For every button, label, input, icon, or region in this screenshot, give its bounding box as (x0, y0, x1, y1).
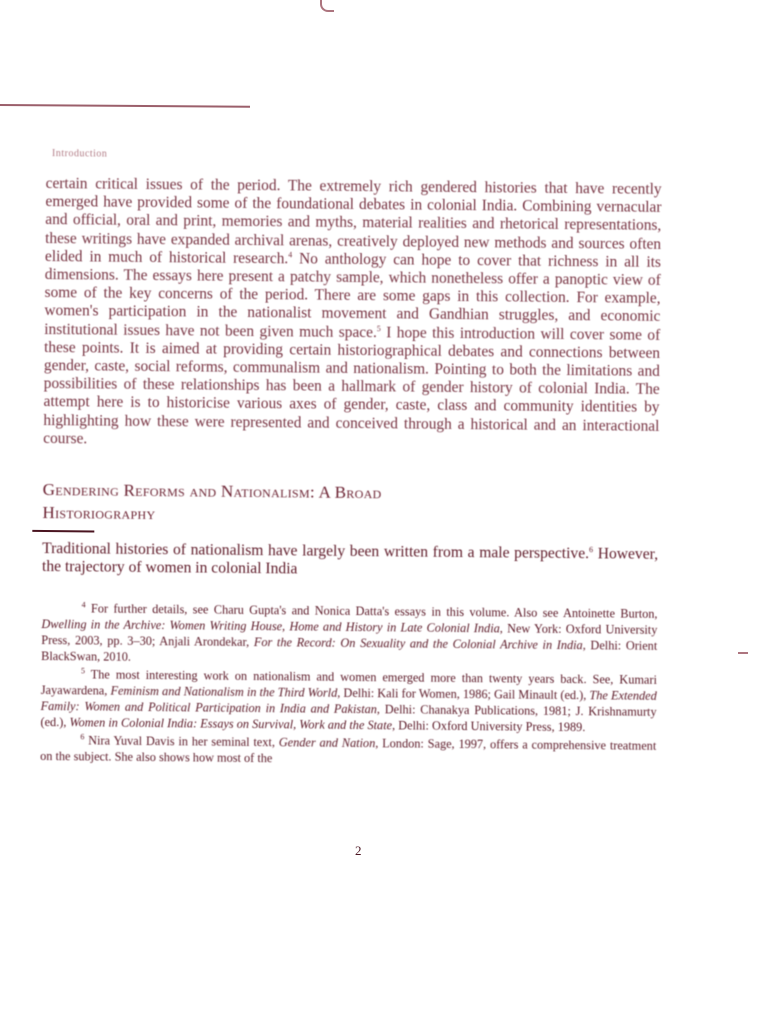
footnote-number: 5 (80, 666, 86, 676)
footnote-reference-4: 4 (288, 250, 293, 260)
page-number: 2 (355, 843, 362, 858)
scan-edge-line (0, 104, 250, 108)
section-heading-line-2: Historiography (42, 503, 156, 524)
footnote-title: The Extended Family: Women and Political Participation in India and Pakistan (40, 688, 657, 717)
section-heading (42, 478, 658, 530)
footnote-text: , Delhi: Kali for Women, 1986; Gail Minault (ed.), (337, 685, 590, 703)
section-rule (32, 530, 94, 533)
footnote-text: , New York: Oxford University Press, 2003, pp. 3–30; Anjali Arondekar, (41, 621, 658, 650)
footnote-number: 4 (81, 600, 86, 610)
footnote-text: For further details, see Charu Gupta's and Nonica Datta's essays in this volume. Also see Antoinette Burton, (90, 601, 658, 621)
footnote-text: , Delhi: Orient BlackSwan, 2010. (41, 638, 658, 664)
footnotes (40, 600, 658, 770)
opening-paragraph (43, 175, 662, 454)
margin-tick-mark (738, 652, 748, 654)
footnote-title: Dwelling in the Archive: Women Writing House, Home and History in Late Colonial India (41, 617, 500, 636)
footnote-5 (40, 666, 657, 736)
footnote-title: Women in Colonial India: Essays on Survival, Work and the State (69, 715, 393, 733)
second-text-part-2: However, the trajectory of women in colonial India (41, 545, 659, 578)
footnote-title: Feminism and Nationalism in the Third World (110, 683, 338, 700)
footnote-text: , Delhi: Oxford University Press, 1989. (391, 718, 586, 735)
footnote-reference-6: 6 (589, 545, 594, 555)
section-heading-line-1: Gendering Reforms and Nationalism: A Broad (42, 480, 382, 503)
footnote-reference-5: 5 (376, 323, 381, 333)
footnote-text: , London: Sage, 1997, offers a comprehensive treatment on the subject. She also shows how most of the (40, 736, 657, 766)
footnote-title: For the Record: On Sexuality and the Colonial Archive in India (253, 635, 583, 653)
opening-text-part-2: No anthology can hope to cover that richness in all its dimensions. The essays here present a patchy sample, which nonetheless offer a panoptic view of some of the key concerns of the period. There are some gaps in this collection. For example, women's participation in the nationalist movement and Gandhian struggles, and economic institutional issues have not been given much space. (44, 250, 662, 341)
second-paragraph (42, 540, 658, 582)
opening-text-part-3: I hope this introduction will cover some of these points. It is aimed at providing certain historiographical debates and connections between gender, caste, social reforms, communalism and nationalism. Pointing to both the limitations and possibilities of these relationships has been a hallmark of gender history of colonial India. The attempt here is to historicise various axes of gender, caste, class and community identities by highlighting how these were represented and conceived through a historical and an interactional course. (43, 323, 661, 448)
footnote-4 (41, 600, 658, 670)
running-head: Introduction (51, 148, 108, 160)
footnote-title: Gender and Nation (278, 735, 376, 751)
footnote-text: The most interesting work on nationalism and women emerged more than twenty years back. See, Kumari Jayawardena, (40, 667, 657, 698)
footnote-text: , Delhi: Chanakya Publications, 1981; J. Krishnamurty (ed.), (40, 702, 657, 730)
page-content (40, 148, 662, 772)
footnote-text: Nira Yuval Davis in her seminal text, (88, 733, 279, 750)
footnote-number: 6 (80, 732, 85, 742)
opening-text-part-1: certain critical issues of the period. The extremely rich gendered histories that have recently emerged have provided some of the foundational debates in colonial India. Combining vernacular and official, oral and print, memories and myths, material realities and rhetorical representations, these writings have expanded archival arenas, creatively deployed new methods and sources often elided in much of historical research. (44, 174, 662, 268)
scan-artifact-mark (320, 0, 334, 12)
second-text-part-1: Traditional histories of nationalism have largely been written from a male perspective. (42, 540, 590, 563)
footnote-6 (40, 732, 656, 770)
